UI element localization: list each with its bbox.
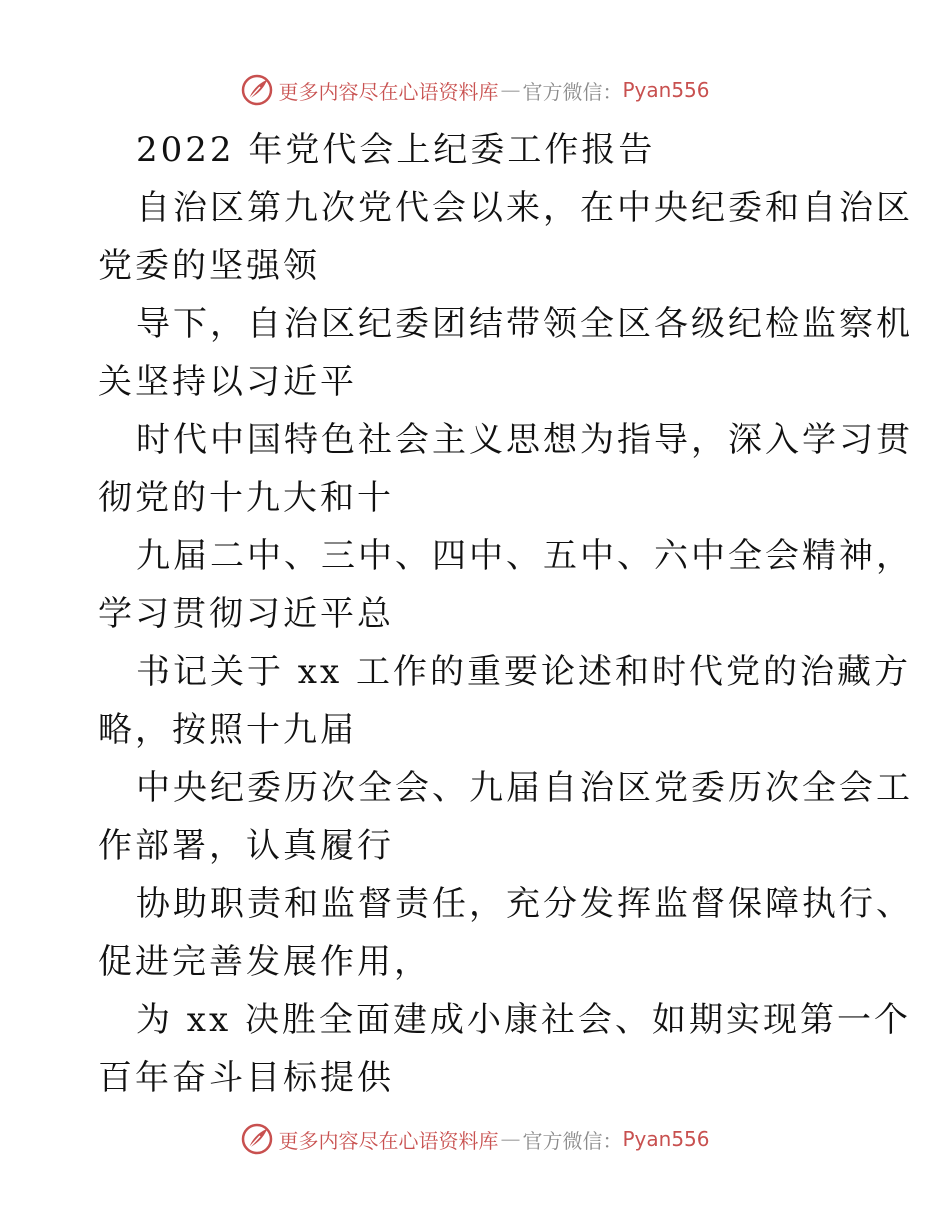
feather-pen-logo-icon <box>240 1122 274 1156</box>
document-line: 2022 年党代会上纪委工作报告 <box>136 130 656 170</box>
document-line: 书记关于 xx 工作的重要论述和时代党的治藏方 <box>136 652 911 692</box>
document-line: 百年奋斗目标提供 <box>98 1058 394 1098</box>
feather-pen-logo-icon <box>240 73 274 107</box>
document-body <box>98 121 913 1107</box>
watermark-separator: — <box>500 1127 521 1151</box>
document-line: 时代中国特色社会主义思想为指导，深入学习贯 <box>136 420 913 460</box>
document-line: 党委的坚强领 <box>98 246 320 286</box>
watermark-tail-text: 官方微信： <box>522 79 623 104</box>
document-line: 自治区第九次党代会以来，在中央纪委和自治区 <box>136 188 913 228</box>
watermark-tail-text: 官方微信： <box>522 1128 623 1153</box>
document-line: 略，按照十九届 <box>98 710 357 750</box>
document-line: 作部署，认真履行 <box>98 826 394 866</box>
watermark-wechat-id: Pyan556 <box>622 1127 710 1151</box>
watermark-separator: — <box>500 78 521 102</box>
document-line: 关坚持以习近平 <box>98 362 357 402</box>
document-line: 中央纪委历次全会、九届自治区党委历次全会工 <box>136 768 913 808</box>
document-line: 为 xx 决胜全面建成小康社会、如期实现第一个 <box>136 1000 911 1040</box>
footer-watermark <box>0 1119 950 1159</box>
watermark-wechat-id: Pyan556 <box>622 78 710 102</box>
document-line: 彻党的十九大和十 <box>98 478 394 518</box>
header-watermark <box>0 70 950 110</box>
watermark-lead-text: 更多内容尽在心语资料库 <box>278 1128 499 1153</box>
document-line: 导下，自治区纪委团结带领全区各级纪检监察机 <box>136 304 913 344</box>
document-line: 协助职责和监督责任，充分发挥监督保障执行、 <box>136 884 913 924</box>
document-line: 学习贯彻习近平总 <box>98 594 394 634</box>
watermark-lead-text: 更多内容尽在心语资料库 <box>278 79 499 104</box>
document-line: 促进完善发展作用， <box>98 942 431 982</box>
document-line: 九届二中、三中、四中、五中、六中全会精神， <box>136 536 913 576</box>
